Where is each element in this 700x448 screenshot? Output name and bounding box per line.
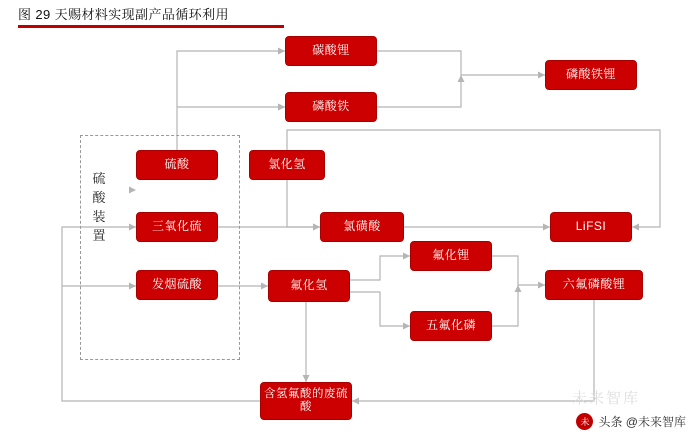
node-chlorosulfonic-acid[interactable]: 氯磺酸 xyxy=(320,212,404,242)
node-lithium-hexafluorophosphate[interactable]: 六氟磷酸锂 xyxy=(545,270,643,300)
watermark xyxy=(576,413,686,430)
node-hydrogen-chloride[interactable]: 氯化氢 xyxy=(249,150,325,180)
flowchart-diagram xyxy=(0,30,700,448)
node-sulfuric-acid[interactable]: 硫酸 xyxy=(136,150,218,180)
page-title: 图 29 天赐材料实现副产品循环利用 xyxy=(18,7,229,22)
node-phosphorus-pentafluoride[interactable]: 五氟化磷 xyxy=(410,311,492,341)
node-lithium-iron-phosphate[interactable]: 磷酸铁锂 xyxy=(545,60,637,90)
node-sulfur-trioxide[interactable]: 三氧化硫 xyxy=(136,212,218,242)
node-lithium-carbonate[interactable]: 碳酸锂 xyxy=(285,36,377,66)
watermark-text: 头条 @未来智库 xyxy=(598,415,686,429)
node-hydrogen-fluoride[interactable]: 氟化氢 xyxy=(268,270,350,302)
title-underline xyxy=(18,25,284,28)
node-lifsi[interactable]: LiFSI xyxy=(550,212,632,242)
watermark-ghost-text: 未来智库 xyxy=(571,390,640,407)
figure-title-bar xyxy=(0,0,700,30)
node-iron-phosphate[interactable]: 磷酸铁 xyxy=(285,92,377,122)
node-lithium-fluoride[interactable]: 氟化锂 xyxy=(410,241,492,271)
node-fuming-sulfuric-acid[interactable]: 发烟硫酸 xyxy=(136,270,218,300)
node-waste-sulfuric-acid[interactable]: 含氢氟酸的废硫酸 xyxy=(260,382,352,420)
watermark-logo-icon: 未 xyxy=(576,413,593,430)
group-label: 硫酸装置 xyxy=(92,171,106,243)
